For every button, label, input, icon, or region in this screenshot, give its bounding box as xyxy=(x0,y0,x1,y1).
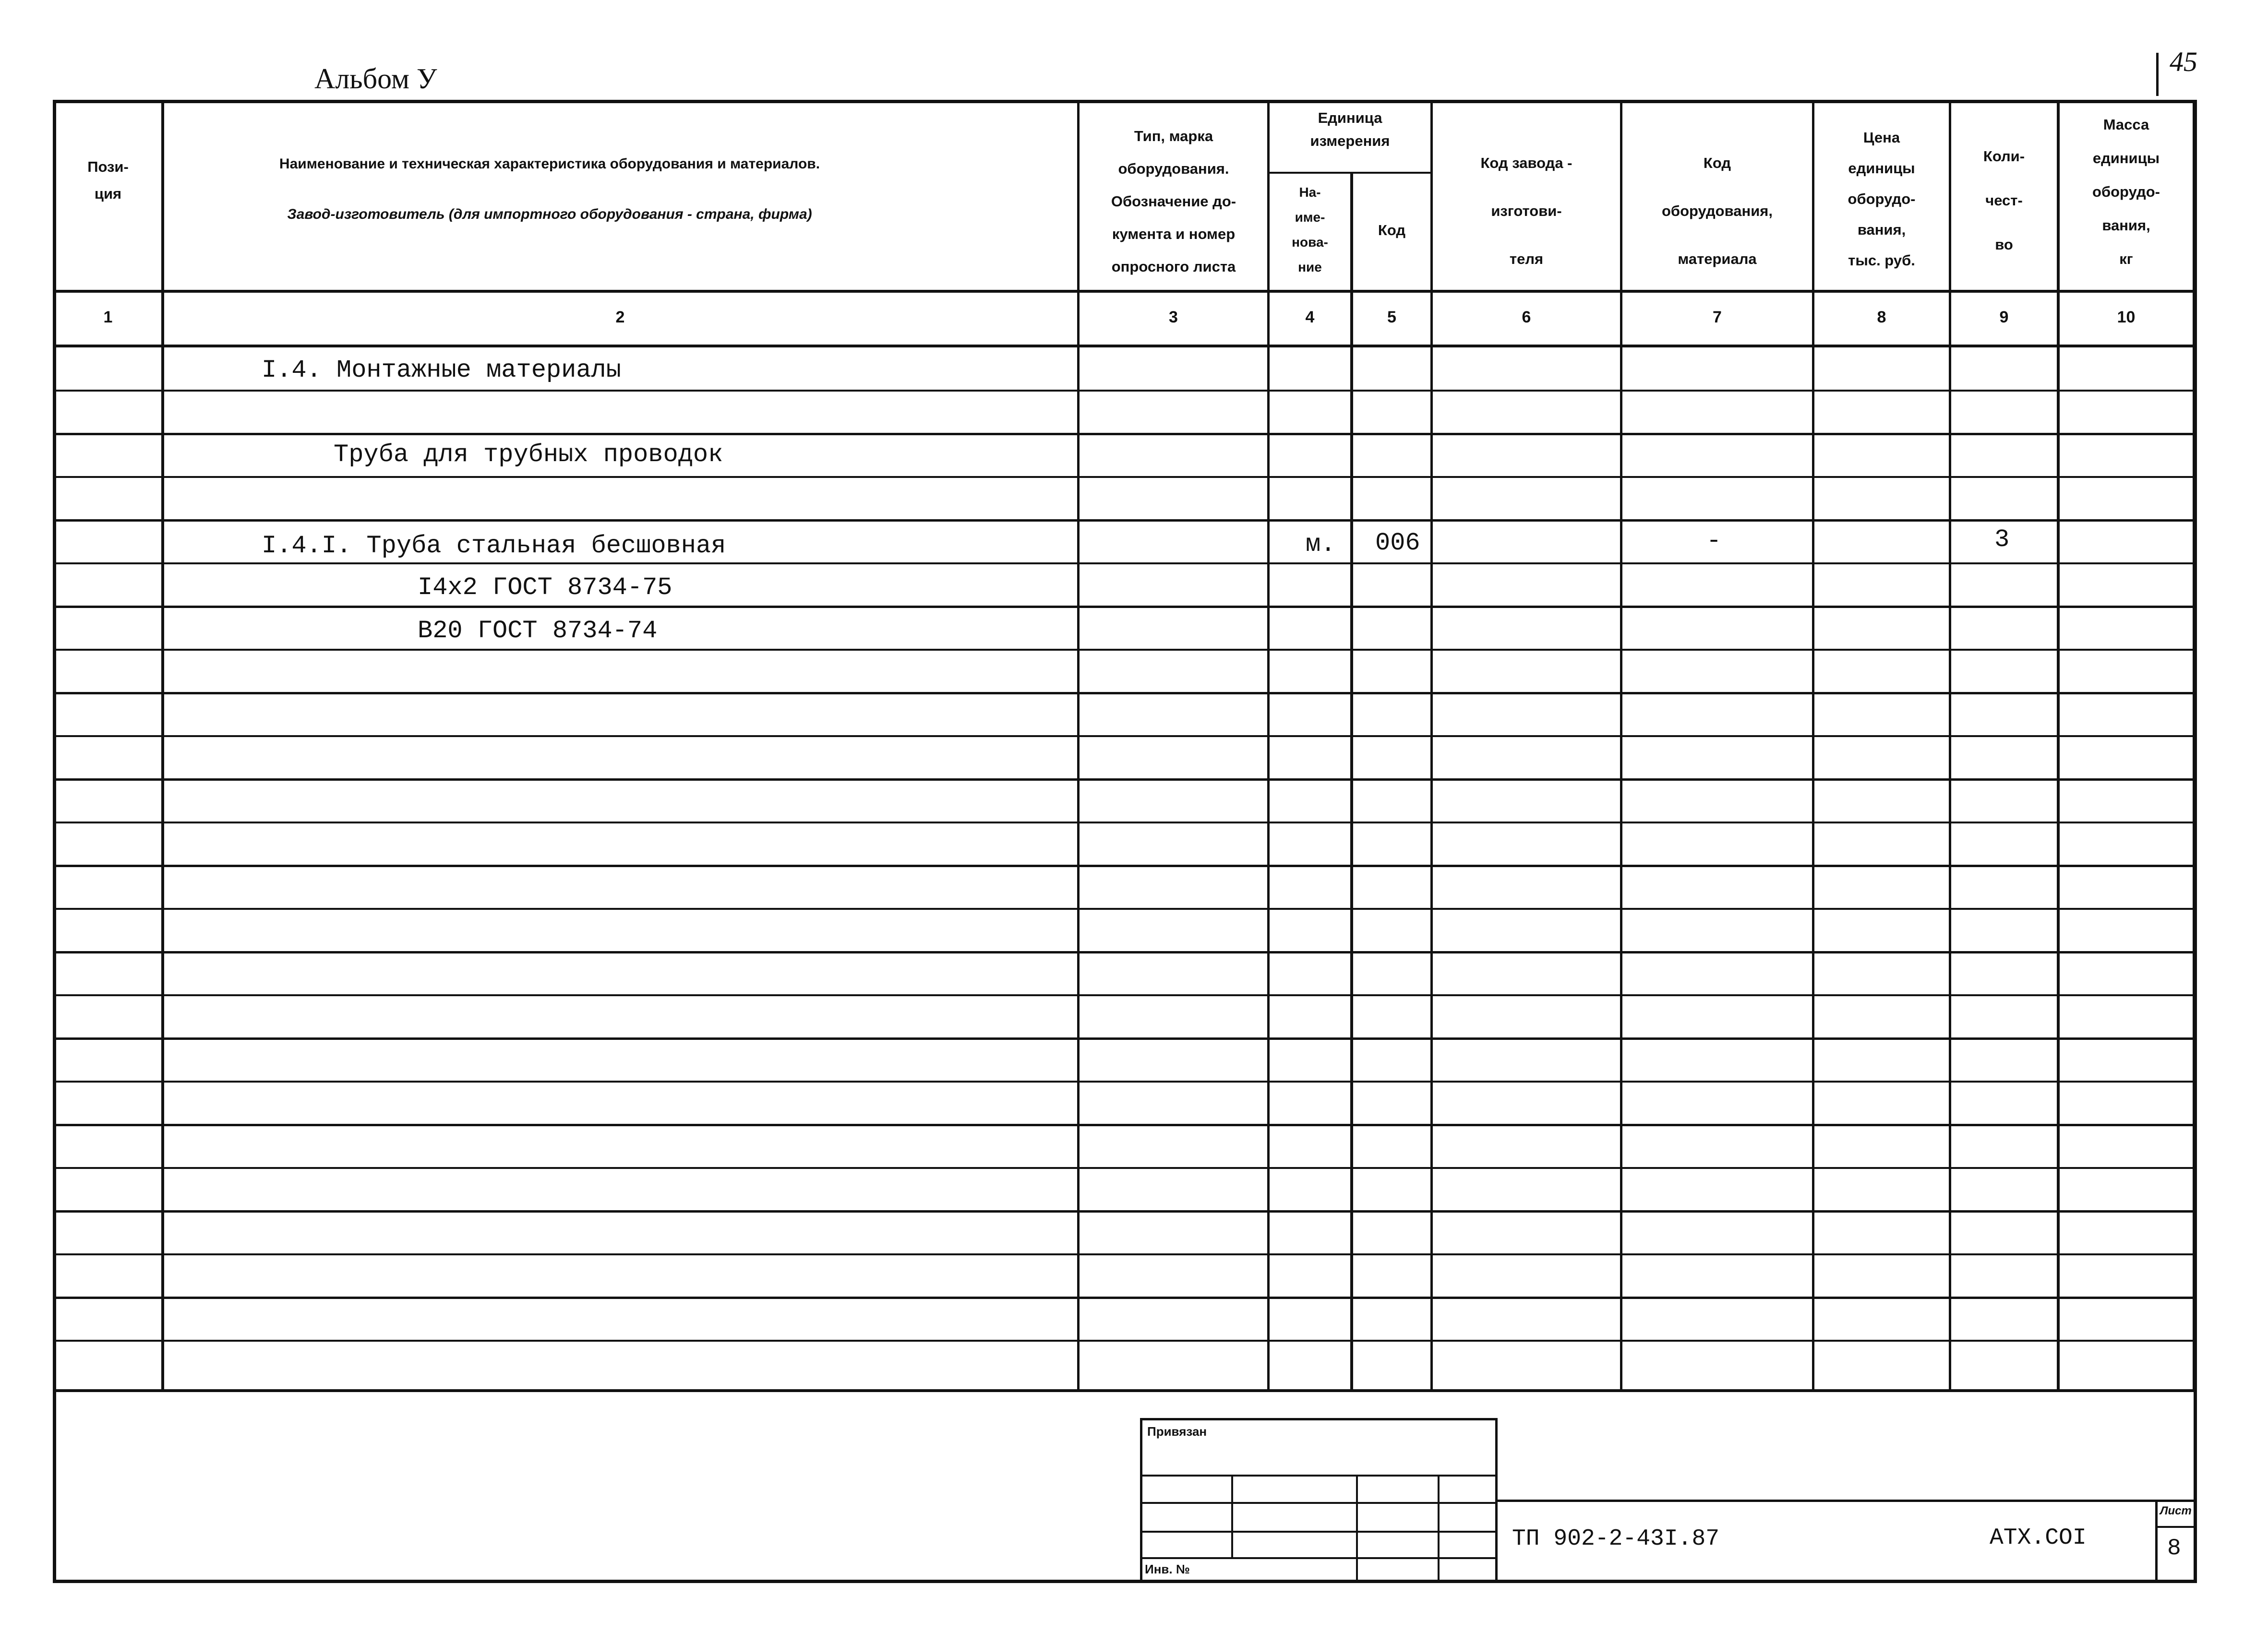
row-5-unit: м. xyxy=(1306,530,1336,559)
colnum-8: 8 xyxy=(1877,308,1886,326)
row-line xyxy=(53,433,2196,435)
colnum-7: 7 xyxy=(1713,308,1722,326)
stamp-line-1 xyxy=(1140,1475,1498,1477)
header-type: Тип, марка оборудования. Обозначение до- кумента и номер опросного листа xyxy=(1111,128,1236,275)
doc-code-line xyxy=(1495,1500,2196,1502)
col-line-1 xyxy=(161,100,164,1391)
header-unit-name: На- име- нова- ние xyxy=(1292,185,1328,274)
col-line-7 xyxy=(1812,100,1814,1391)
row-6-name: I4x2 ГОСТ 8734-75 xyxy=(418,573,672,602)
doc-code: ТП 902-2-43I.87 xyxy=(1512,1526,1720,1552)
header-equipment-code: Код оборудования, материала xyxy=(1661,155,1773,267)
row-line xyxy=(53,778,2196,781)
row-line xyxy=(53,649,2196,651)
row-5-code: 006 xyxy=(1375,529,1420,557)
header-name-line1: Наименование и техническая характеристика оборудования и материалов. xyxy=(279,156,820,172)
header-price: Цена единицы оборудо- вания, тыс. руб. xyxy=(1848,129,1916,269)
header-name-line2: Завод-изготовитель (для импортного оборудования - страна, фирма) xyxy=(287,206,812,222)
stamp-inner-v2 xyxy=(1356,1475,1358,1581)
row-line xyxy=(53,822,2196,823)
colnum-5: 5 xyxy=(1387,308,1396,326)
frame-top xyxy=(54,100,2197,103)
row-line xyxy=(53,1081,2196,1083)
header-manufacturer-code: Код завода - изготови- теля xyxy=(1480,155,1572,267)
header-position: Пози- ция xyxy=(87,158,129,202)
row-line xyxy=(53,1297,2196,1299)
col-line-5 xyxy=(1430,100,1433,1391)
row-line xyxy=(53,606,2196,608)
col-line-9 xyxy=(2057,100,2060,1391)
colnum-1: 1 xyxy=(103,308,113,326)
header-quantity: Коли- чест- во xyxy=(1983,148,2025,253)
colnum-6: 6 xyxy=(1522,308,1531,326)
sheet-number: 8 xyxy=(2167,1536,2181,1561)
corner-mark xyxy=(2156,53,2159,96)
colnum-2: 2 xyxy=(615,308,625,326)
stamp-line-4 xyxy=(1140,1557,1498,1559)
col-line-3 xyxy=(1267,100,1270,1391)
row-5-name: I.4.I. Труба стальная бесшовная xyxy=(262,532,726,560)
row-line xyxy=(53,1167,2196,1169)
section-code: АТХ.СОI xyxy=(1990,1525,2087,1551)
stamp-line-3 xyxy=(1140,1531,1498,1533)
row-line xyxy=(53,908,2196,910)
row-line xyxy=(53,1037,2196,1040)
stamp-inner-v3 xyxy=(1438,1475,1440,1581)
row-line xyxy=(53,951,2196,953)
row-line xyxy=(53,562,2196,564)
row-line xyxy=(53,865,2196,867)
table-bottom-line xyxy=(53,1389,2196,1392)
col-line-8 xyxy=(1949,100,1951,1391)
album-title: Альбом У xyxy=(314,63,437,95)
row-line xyxy=(53,1210,2196,1213)
row-line xyxy=(53,1124,2196,1126)
header-mass: Масса единицы оборудо- вания, кг xyxy=(2092,116,2160,267)
row-5-equip-code: - xyxy=(1706,527,1722,555)
header-bottom-line xyxy=(53,290,2196,293)
row-1-name: I.4. Монтажные материалы xyxy=(262,356,621,384)
header-unit-code: Код xyxy=(1378,222,1406,238)
sheet-box-left xyxy=(2155,1500,2158,1581)
stamp-privyazan: Привязан xyxy=(1147,1424,1207,1439)
colnum-4: 4 xyxy=(1305,308,1315,326)
colnum-10: 10 xyxy=(2117,308,2136,326)
row-3-name: Труба для трубных проводок xyxy=(334,441,723,469)
frame-bottom xyxy=(53,1580,2197,1583)
stamp-inner-v1 xyxy=(1231,1475,1233,1559)
col-line-6 xyxy=(1620,100,1622,1391)
sheet-label: Лист xyxy=(2160,1504,2192,1517)
row-line xyxy=(53,735,2196,737)
numbers-bottom-line xyxy=(53,345,2196,347)
row-line xyxy=(53,994,2196,996)
row-line xyxy=(53,519,2196,522)
colnum-3: 3 xyxy=(1169,308,1178,326)
row-line xyxy=(53,390,2196,392)
header-unit-group: Единица измерения xyxy=(1310,109,1390,149)
row-7-name: В20 ГОСТ 8734-74 xyxy=(418,617,658,645)
col-line-4 xyxy=(1350,172,1353,1391)
stamp-inv-no: Инв. № xyxy=(1145,1562,1190,1576)
row-line xyxy=(53,476,2196,478)
col-line-10 xyxy=(2193,100,2196,1391)
row-line xyxy=(53,1253,2196,1255)
corner-page-number: 45 xyxy=(2170,46,2197,77)
stamp-top-line xyxy=(1140,1418,1498,1420)
unit-group-divider xyxy=(1267,172,1430,174)
row-line xyxy=(53,1340,2196,1342)
row-line xyxy=(53,692,2196,694)
colnum-9: 9 xyxy=(1999,308,2009,326)
row-5-quantity: 3 xyxy=(1994,525,2010,554)
sheet-box-divider xyxy=(2155,1526,2196,1528)
col-line-2 xyxy=(1077,100,1080,1391)
stamp-line-2 xyxy=(1140,1502,1498,1504)
stamp-left-line xyxy=(1140,1418,1142,1581)
